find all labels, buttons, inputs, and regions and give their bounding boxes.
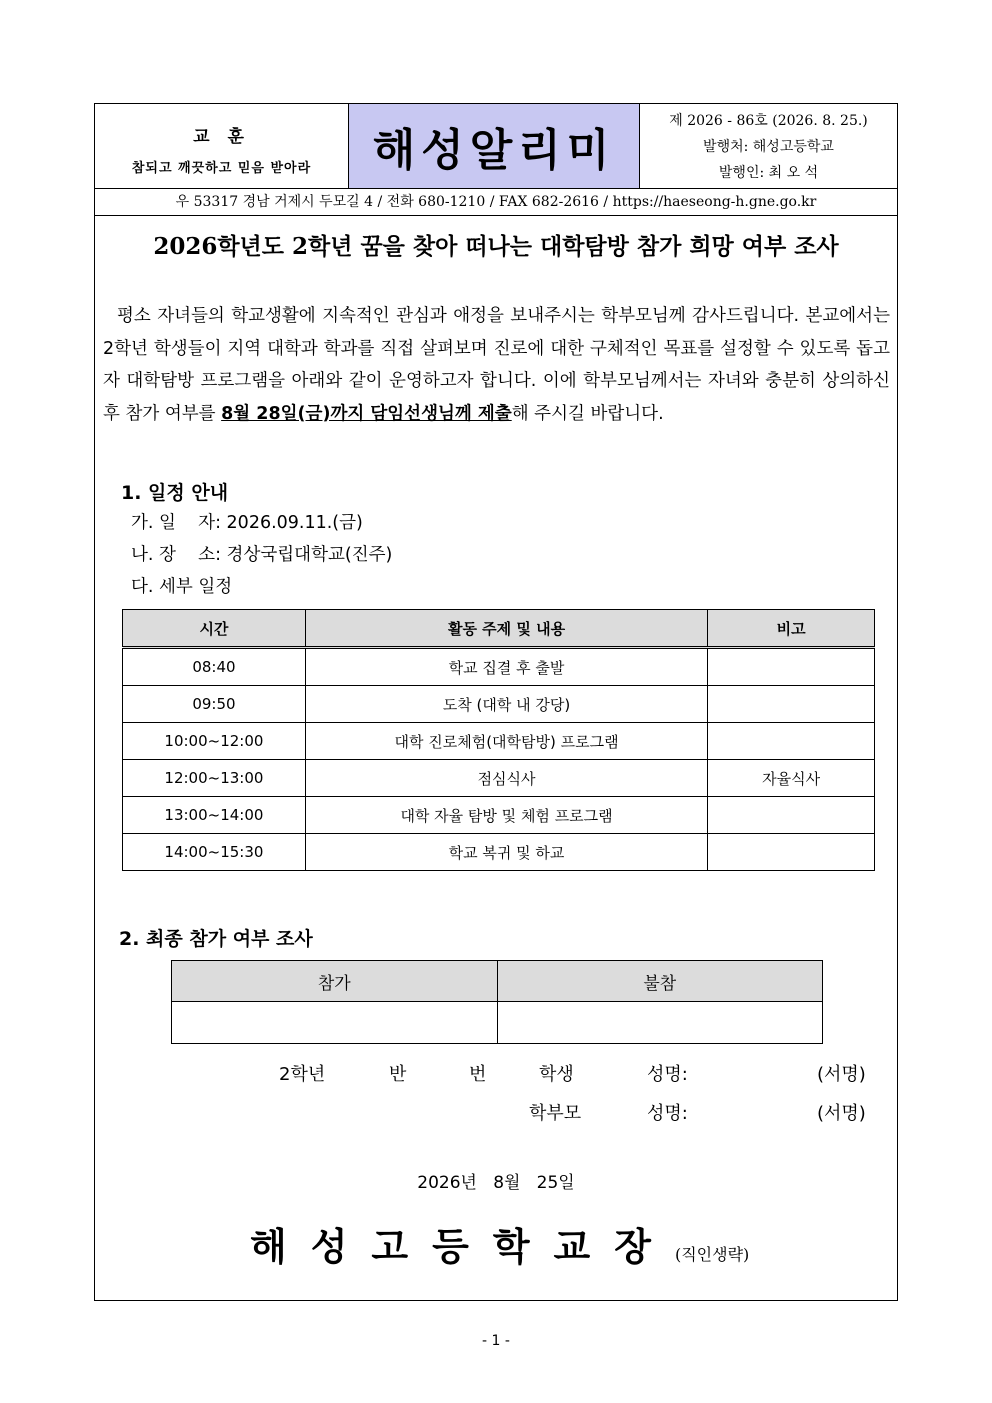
cell-time: 14:00~15:30 xyxy=(123,834,306,871)
cell-note: 자율식사 xyxy=(708,760,875,797)
cell-note xyxy=(708,723,875,760)
parent-label: 학부모 xyxy=(529,1103,582,1124)
schedule-header-row xyxy=(123,610,875,648)
motto-text: 참되고 깨끗하고 믿음 받아라 xyxy=(131,161,312,176)
cell-activity: 대학 자율 탐방 및 체험 프로그램 xyxy=(305,797,707,834)
section1-heading: 1. 일정 안내 xyxy=(121,482,229,504)
class-label: 반 xyxy=(389,1064,407,1085)
newsletter-banner: 해성알리미 xyxy=(349,104,640,188)
deadline-emphasis: 8월 28일(금)까지 담임선생님께 제출 xyxy=(221,403,512,424)
student-sign-label: (서명) xyxy=(817,1064,866,1085)
col-activity: 활동 주제 및 내용 xyxy=(305,610,707,648)
school-motto xyxy=(95,104,349,188)
cell-activity: 도착 (대학 내 강당) xyxy=(305,686,707,723)
cell-note xyxy=(708,686,875,723)
cell-time: 10:00~12:00 xyxy=(123,723,306,760)
cell-activity: 대학 진로체험(대학탐방) 프로그램 xyxy=(305,723,707,760)
table-row xyxy=(123,834,875,871)
cell-time: 12:00~13:00 xyxy=(123,760,306,797)
col-time: 시간 xyxy=(123,610,306,648)
cell-time: 09:50 xyxy=(123,686,306,723)
cell-note xyxy=(708,648,875,686)
cell-activity: 점심식사 xyxy=(305,760,707,797)
table-row xyxy=(123,797,875,834)
cell-note xyxy=(708,797,875,834)
principal-title: 해성고등학교장 xyxy=(250,1224,675,1269)
parent-sign-label: (서명) xyxy=(817,1103,866,1124)
newsletter-frame xyxy=(94,103,898,1301)
issuer: 발행인: 최 오 석 xyxy=(718,165,819,181)
masthead xyxy=(95,104,897,189)
body-text: 평소 자녀들의 학교생활에 지속적인 관심과 애정을 보내주시는 학부모님께 감사드립니다. 본교에서는 2학년 학생들이 지역 대학과 학과를 직접 살펴보며 진로에 대한 구체적인 목표를 설정할 수 있도록 돕고자 대학탐방 프로그램을 아래와 같이 운영하고자 합니다. 이에 학부모님께서는 자녀와 충분히 상의하신 후 참가 여부를 xyxy=(103,306,890,424)
absent-checkbox-cell[interactable] xyxy=(497,1002,823,1044)
cell-time: 13:00~14:00 xyxy=(123,797,306,834)
col-attend: 참가 xyxy=(172,961,498,1002)
attendance-input-row xyxy=(172,1002,823,1044)
schedule-date: 가. 일 자: 2026.09.11.(금) xyxy=(131,513,363,533)
student-label: 학생 xyxy=(539,1064,574,1085)
student-name-label: 성명: xyxy=(647,1064,688,1085)
seal-note: (직인생략) xyxy=(674,1245,750,1264)
schedule-place: 나. 장 소: 경상국립대학교(진주) xyxy=(131,545,393,565)
publisher: 발행처: 해성고등학교 xyxy=(703,139,834,155)
principal-name xyxy=(250,1216,749,1271)
table-row xyxy=(123,760,875,797)
body-paragraph xyxy=(103,300,890,430)
schedule-table xyxy=(122,609,875,871)
issue-date: 2026년 8월 25일 xyxy=(417,1173,575,1193)
attendance-header-row xyxy=(172,961,823,1002)
grade-label: 2학년 xyxy=(279,1064,326,1085)
attendance-table xyxy=(171,960,823,1044)
attend-checkbox-cell[interactable] xyxy=(172,1002,498,1044)
col-absent: 불참 xyxy=(497,961,823,1002)
school-address: 우 53317 경남 거제시 두모길 4 / 전화 680-1210 / FAX 682-2616 / https://haeseong-h.gne.go.kr xyxy=(95,189,897,216)
cell-time: 08:40 xyxy=(123,648,306,686)
table-row xyxy=(123,648,875,686)
section2-heading: 2. 최종 참가 여부 조사 xyxy=(119,928,313,950)
schedule-detail-label: 다. 세부 일정 xyxy=(131,577,233,597)
issue-info xyxy=(640,104,897,188)
table-row xyxy=(123,723,875,760)
number-label: 번 xyxy=(469,1064,487,1085)
cell-activity: 학교 복귀 및 하교 xyxy=(305,834,707,871)
document-title: 2026학년도 2학년 꿈을 찾아 떠나는 대학탐방 참가 희망 여부 조사 xyxy=(153,233,839,260)
table-row xyxy=(123,686,875,723)
body-tail: 해 주시길 바랍니다. xyxy=(511,403,664,424)
col-note: 비고 xyxy=(708,610,875,648)
cell-note xyxy=(708,834,875,871)
parent-name-label: 성명: xyxy=(647,1103,688,1124)
cell-activity: 학교 집결 후 출발 xyxy=(305,648,707,686)
issue-number: 제 2026 - 86호 (2026. 8. 25.) xyxy=(669,113,868,129)
page-number: - 1 - xyxy=(482,1333,510,1349)
motto-title: 교 훈 xyxy=(193,127,250,147)
